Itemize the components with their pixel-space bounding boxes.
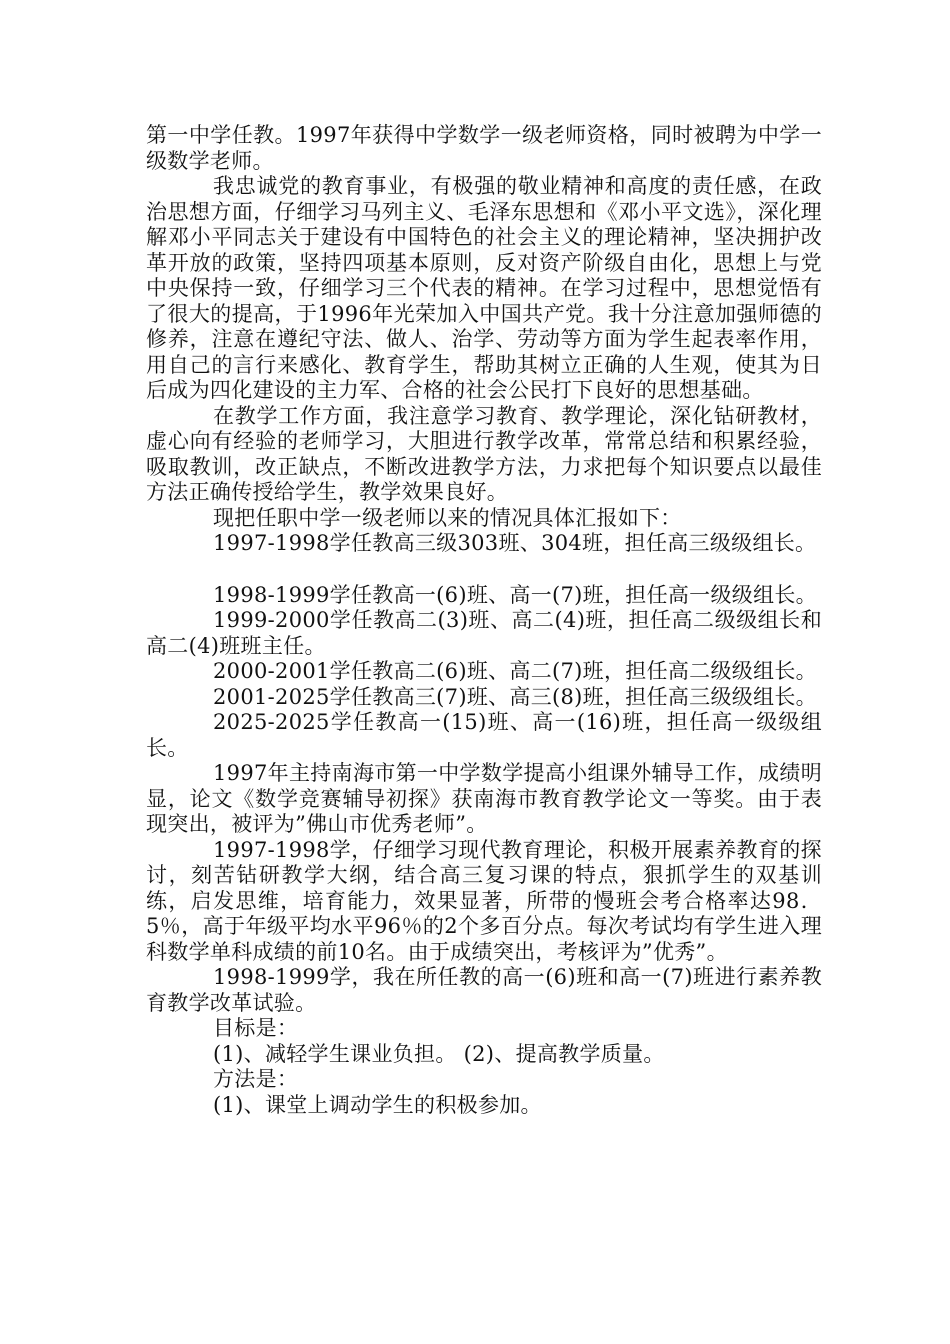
paragraph: (1)、减轻学生课业负担。 (2)、提高教学质量。	[213, 1041, 665, 1066]
paragraph: 我忠诚党的教育事业，有极强的敬业精神和高度的责任感，在政治思想方面，仔细学习马列主义、毛泽东思想和《邓小平文选》，深化理解邓小平同志关于建设有中国特色的社会主义的理论精神，坚决拥护改革开放的政策，坚持四项基本原则，反对资产阶级自由化，思想上与党中央保持一致，仔细学习三个代表的精神。在学习过程中，思想觉悟有了很大的提高，于1996年光荣加入中国共产党。我十分注意加强师德的修养，注意在遵纪守法、做人、治学、劳动等方面为学生起表率作用，用自己的言行来感化、教育学生，帮助其树立正确的人生观，使其为日后成为四化建设的主力军、合格的社会公民打下良好的思想基础。	[146, 174, 822, 402]
paragraph: 2025-2025学任教高一(15)班、高一(16)班，担任高一级级组长。	[146, 710, 822, 760]
paragraph: 2000-2001学任教高二(6)班、高二(7)班，担任高二级级组长。	[213, 659, 817, 683]
paragraph: 2001-2025学任教高三(7)班、高三(8)班，担任高三级级组长。	[213, 684, 817, 709]
paragraph: (1)、课堂上调动学生的积极参加。	[213, 1092, 542, 1117]
paragraph: 方法是：	[213, 1067, 299, 1091]
paragraph: 1998-1999学任教高一(6)班、高一(7)班，担任高一级级组长。	[213, 582, 817, 607]
paragraph: 1998-1999学，我在所任教的高一(6)班和高一(7)班进行素养教育教学改革试验。	[146, 965, 822, 1015]
paragraph: 1997-1998学，仔细学习现代教育理论，积极开展素养教育的探讨，刻苦钻研教学大纲，结合高三复习课的特点，狠抓学生的双基训练，启发思维，培育能力，效果显著，所带的慢班会考合格率达98．5％，高于年级平均水平96％的2个多百分点。每次考试均有学生进入理科数学单科成绩的前10名。由于成绩突出，考核评为”优秀”。	[146, 837, 822, 964]
paragraph: 现把任职中学一级老师以来的情况具体汇报如下：	[213, 505, 682, 530]
paragraph: 第一中学任教。1997年获得中学数学一级老师资格，同时被聘为中学一级数学老师。	[146, 123, 822, 173]
paragraph: 1997-1998学任教高三级303班、304班，担任高三级级组长。	[213, 531, 817, 555]
document-body	[146, 123, 822, 1118]
paragraph: 目标是：	[213, 1016, 299, 1040]
paragraph: 在教学工作方面，我注意学习教育、教学理论，深化钻研教材，虚心向有经验的老师学习，大胆进行教学改革，常常总结和积累经验，吸取教训，改正缺点，不断改进教学方法，力求把每个知识要点以最佳方法正确传授给学生，教学效果良好。	[146, 403, 822, 504]
paragraph: 1999-2000学任教高二(3)班、高二(4)班，担任高二级级组长和高二(4)班班主任。	[146, 608, 822, 658]
paragraph: 1997年主持南海市第一中学数学提高小组课外辅导工作，成绩明显，论文《数学竞赛辅导初探》获南海市教育教学论文一等奖。由于表现突出，被评为”佛山市优秀老师”。	[146, 761, 822, 836]
